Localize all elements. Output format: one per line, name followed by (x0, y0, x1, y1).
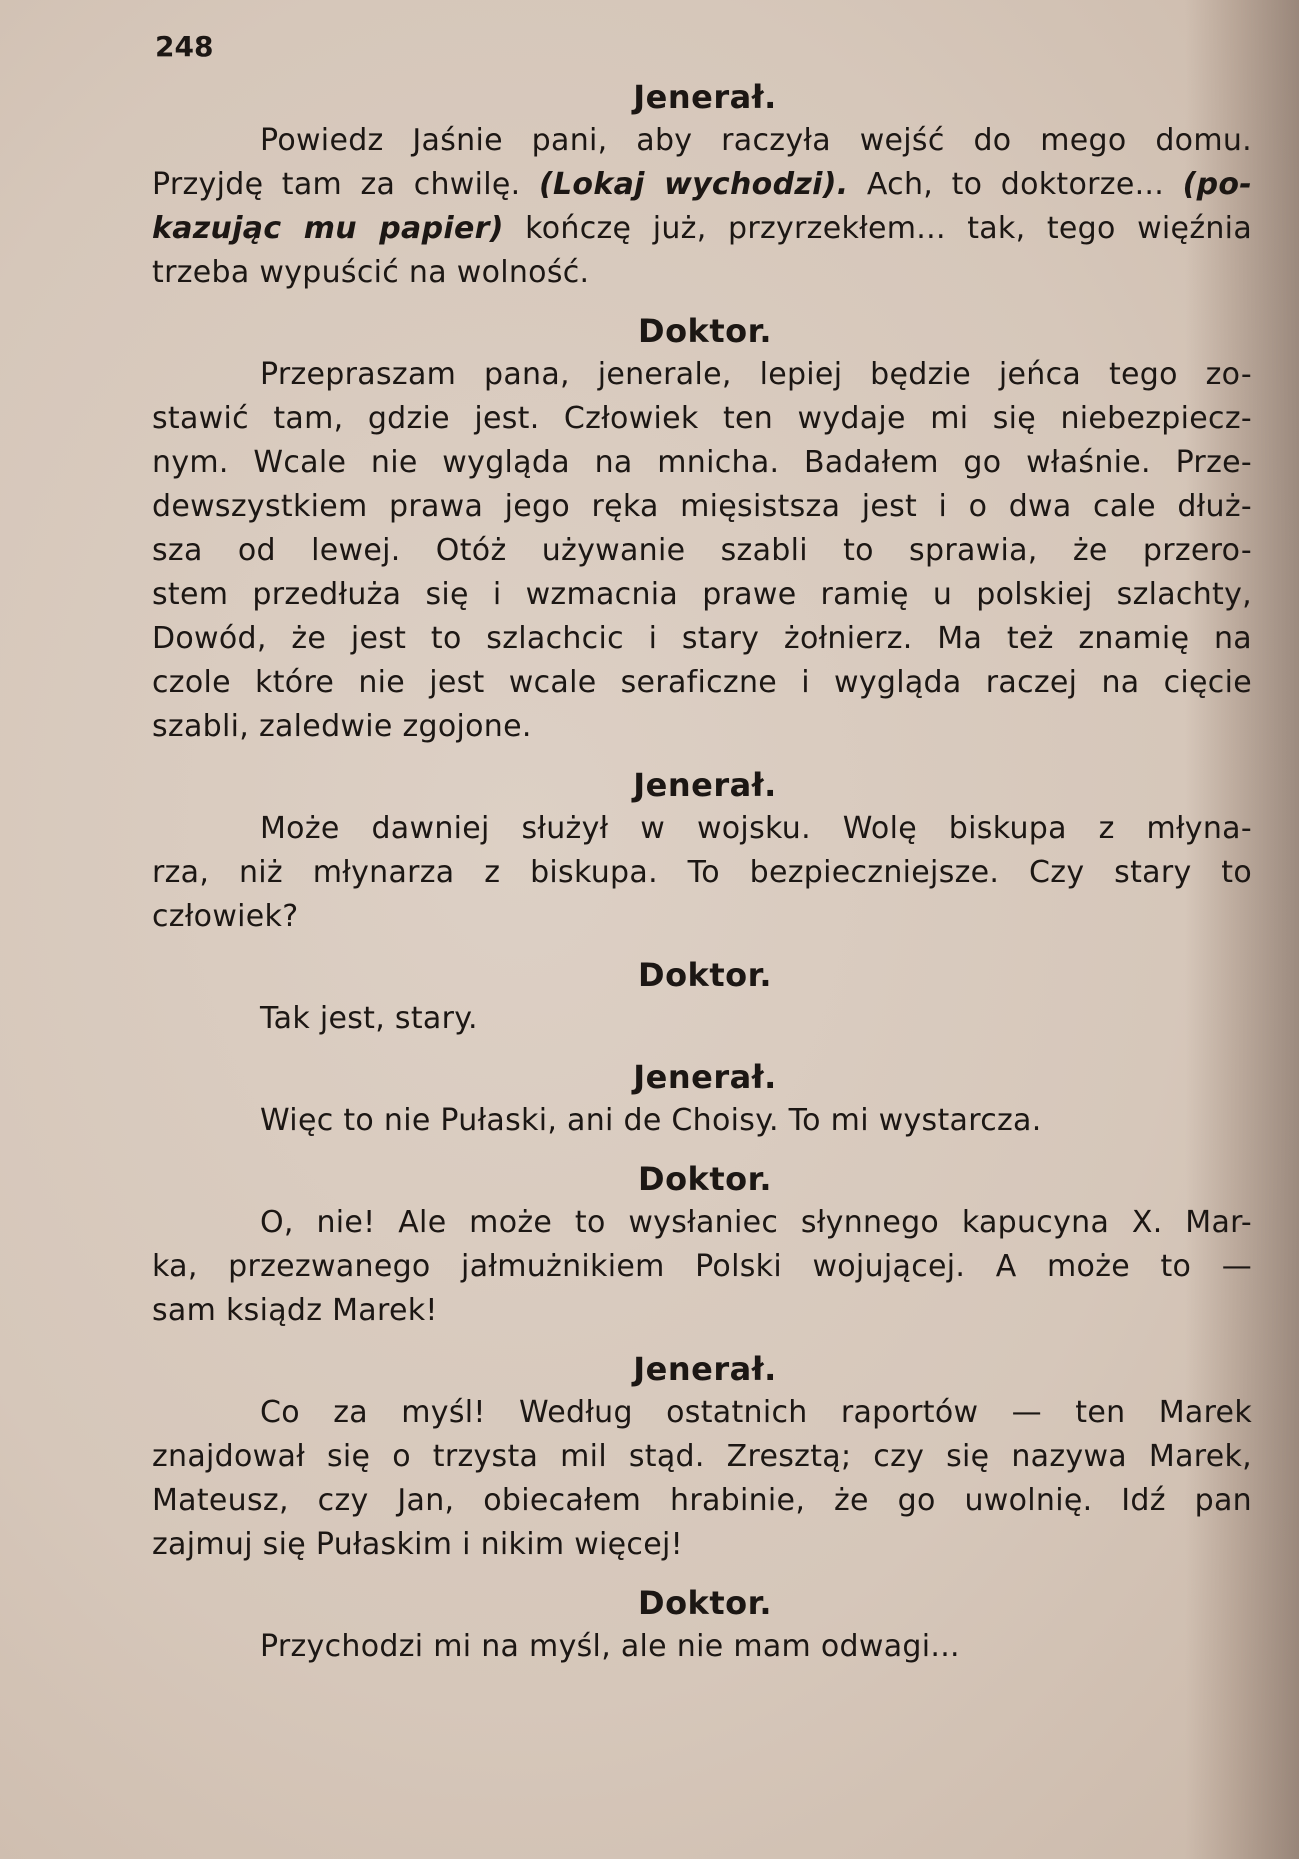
dialogue-text (152, 75, 1252, 1683)
stage-direction: kazując mu papier) (152, 211, 504, 246)
text-line: znajdował się o trzysta mil stąd. Zresztą; czy się nazywa Marek, (152, 1439, 1252, 1474)
speaker-name: Doktor. (638, 1584, 772, 1622)
text-line: stawić tam, gdzie jest. Człowiek ten wydaje mi się niebezpiecz- (152, 401, 1252, 436)
text-line: szabli, zaledwie zgojone. (152, 709, 532, 744)
text-line: nym. Wcale nie wygląda na mnicha. Badałem go właśnie. Prze- (152, 445, 1252, 480)
text-line: Przepraszam pana, jenerale, lepiej będzie jeńca tego zo- (260, 357, 1252, 392)
text-line: ka, przezwanego jałmużnikiem Polski wojującej. A może to — (152, 1249, 1252, 1284)
text-line: człowiek? (152, 899, 299, 934)
text-line: Przyjdę tam za chwilę. (Lokaj wychodzi). Ach, to doktorze... (po- (152, 167, 1253, 202)
speech-paragraph (152, 119, 1252, 295)
speaker-name: Jenerał. (633, 78, 777, 116)
speech-paragraph (152, 997, 1252, 1041)
text-line: Co za myśl! Według ostatnich raportów — ten Marek (260, 1395, 1252, 1430)
speech-paragraph (152, 1201, 1252, 1333)
page-number: 248 (155, 30, 214, 63)
stage-direction: (po- (1182, 167, 1253, 202)
text-line: Tak jest, stary. (260, 1001, 478, 1036)
text-line: Dowód, że jest to szlachcic i stary żołnierz. Ma też znamię na (152, 621, 1252, 656)
text-line: zajmuj się Pułaskim i nikim więcej! (152, 1527, 683, 1562)
text-line: sza od lewej. Otóż używanie szabli to sprawia, że przero- (152, 533, 1252, 568)
text-line: Więc to nie Pułaski, ani de Choisy. To mi wystarcza. (260, 1103, 1042, 1138)
speech-paragraph (152, 1099, 1252, 1143)
text-line: czole które nie jest wcale seraficzne i wygląda raczej na cięcie (152, 665, 1252, 700)
text-line: Może dawniej służył w wojsku. Wolę biskupa z młyna- (260, 811, 1252, 846)
speaker-name: Jenerał. (633, 1350, 777, 1388)
speaker-name: Doktor. (638, 1160, 772, 1198)
speaker-name: Doktor. (638, 956, 772, 994)
text-line: sam ksiądz Marek! (152, 1293, 438, 1328)
text-line: Przychodzi mi na myśl, ale nie mam odwagi... (260, 1629, 960, 1664)
text-line: Mateusz, czy Jan, obiecałem hrabinie, że go uwolnię. Idź pan (152, 1483, 1252, 1518)
text-line: O, nie! Ale może to wysłaniec słynnego kapucyna X. Mar- (260, 1205, 1252, 1240)
text-line: rza, niż młynarza z biskupa. To bezpieczniejsze. Czy stary to (152, 855, 1252, 890)
speech-paragraph (152, 1391, 1252, 1567)
speech-paragraph (152, 353, 1252, 749)
speaker-name: Jenerał. (633, 766, 777, 804)
text-line: trzeba wypuścić na wolność. (152, 255, 590, 290)
speaker-name: Jenerał. (633, 1058, 777, 1096)
text-line: dewszystkiem prawa jego ręka mięsistsza jest i o dwa cale dłuż- (152, 489, 1252, 524)
stage-direction: (Lokaj wychodzi). (538, 167, 849, 202)
text-line: kazując mu papier) kończę już, przyrzekłem... tak, tego więźnia (152, 211, 1252, 246)
speech-paragraph (152, 1625, 1252, 1669)
text-line: stem przedłuża się i wzmacnia prawe ramię u polskiej szlachty, (152, 577, 1252, 612)
speaker-name: Doktor. (638, 312, 772, 350)
speech-paragraph (152, 807, 1252, 939)
text-line: Powiedz Jaśnie pani, aby raczyła wejść do mego domu. (260, 123, 1252, 158)
